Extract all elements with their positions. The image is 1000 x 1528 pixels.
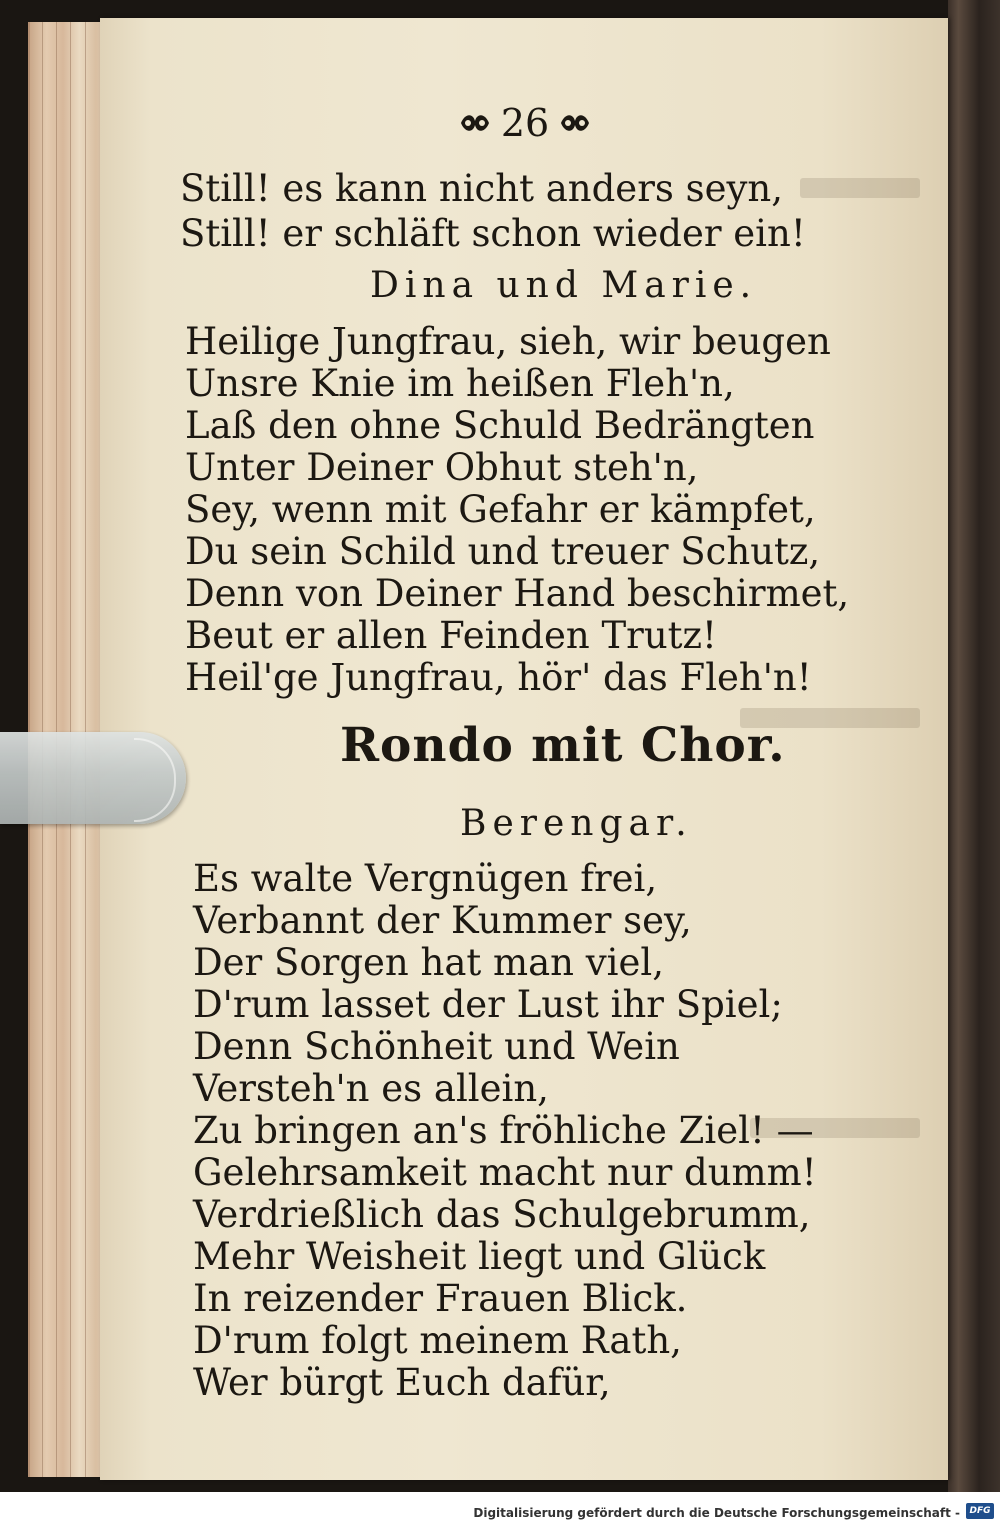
- verse-line: Beut er allen Feinden Trutz!: [185, 614, 717, 657]
- verse-line: Wer bürgt Euch dafür,: [193, 1361, 611, 1404]
- verse-line: Du sein Schild und treuer Schutz,: [185, 530, 821, 573]
- footer-credit: Digitalisierung gefördert durch die Deutsche Forschungsgemeinschaft -: [473, 1506, 960, 1520]
- verse-line: Still! es kann nicht anders seyn,: [180, 167, 784, 210]
- verse-line: Denn Schönheit und Wein: [193, 1025, 680, 1068]
- verse-line: D'rum lasset der Lust ihr Spiel;: [193, 983, 783, 1026]
- verse-line: Zu bringen an's fröhliche Ziel! —: [193, 1109, 814, 1152]
- verse-line: Gelehrsamkeit macht nur dumm!: [193, 1151, 817, 1194]
- page-clip: [0, 732, 186, 824]
- verse-line: Laß den ohne Schuld Bedrängten: [185, 404, 815, 447]
- verse-line: Unter Deiner Obhut steh'n,: [185, 446, 699, 489]
- verse-line: Denn von Deiner Hand beschirmet,: [185, 572, 850, 615]
- verse-line: Heil'ge Jungfrau, hör' das Fleh'n!: [185, 656, 812, 699]
- verse-line: Unsre Knie im heißen Fleh'n,: [185, 362, 735, 405]
- facing-page-edge: [948, 0, 1000, 1492]
- verse-line: Still! er schläft schon wieder ein!: [180, 212, 806, 255]
- verse-line: Es walte Vergnügen frei,: [193, 857, 658, 900]
- ornament-left-icon: [459, 109, 491, 137]
- verse-line: Versteh'n es allein,: [193, 1067, 549, 1110]
- page-header: [450, 101, 600, 145]
- verse-line: Heilige Jungfrau, sieh, wir beugen: [185, 320, 831, 363]
- verse-line: In reizender Frauen Blick.: [193, 1277, 688, 1320]
- verse-line: Verbannt der Kummer sey,: [193, 899, 692, 942]
- verse-line: Verdrießlich das Schulgebrumm,: [193, 1193, 811, 1236]
- verse-line: Mehr Weisheit liegt und Glück: [193, 1235, 766, 1278]
- dfg-logo: DFG: [966, 1503, 994, 1519]
- role-heading: Dina und Marie.: [370, 265, 758, 306]
- page-number: 26: [500, 101, 550, 145]
- role-heading: Berengar.: [460, 803, 693, 844]
- verse-line: Der Sorgen hat man viel,: [193, 941, 664, 984]
- ornament-right-icon: [559, 109, 591, 137]
- section-title: Rondo mit Chor.: [340, 718, 786, 773]
- verse-line: D'rum folgt meinem Rath,: [193, 1319, 682, 1362]
- footer-bar: [0, 1492, 1000, 1528]
- verse-line: Sey, wenn mit Gefahr er kämpfet,: [185, 488, 816, 531]
